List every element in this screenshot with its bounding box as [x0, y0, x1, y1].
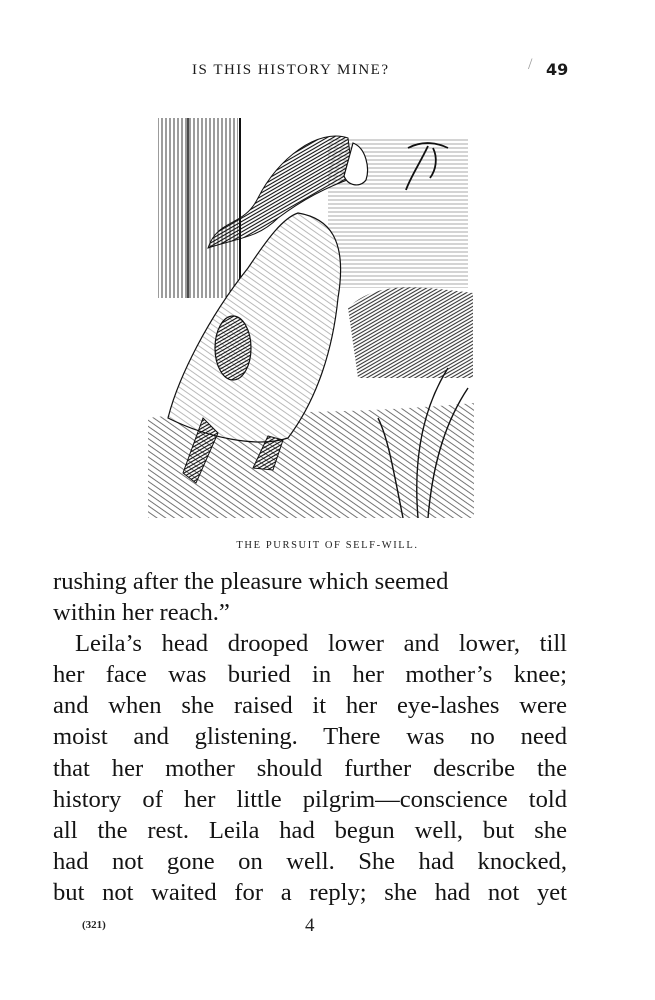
corner-pencil-mark: /: [528, 56, 533, 73]
text-line: but not waited for a reply; she had not yet: [53, 878, 567, 906]
text-line: Leila’s head drooped lower and lower, till: [75, 630, 567, 658]
text-line: had not gone on well. She had knocked,: [53, 847, 567, 875]
text-line: her face was buried in her mother’s knee;: [53, 661, 567, 689]
page-number: 49: [546, 60, 569, 79]
engraving-illustration: [148, 118, 474, 518]
text-line: within her reach.”: [53, 599, 230, 627]
text-line: and when she raised it her eye-lashes were: [53, 692, 567, 720]
running-head: [0, 56, 655, 82]
text-line: that her mother should further describe the: [53, 754, 567, 782]
body-text: [53, 566, 567, 908]
girl-running-engraving: [148, 118, 474, 518]
signature-number: 4: [305, 915, 315, 936]
text-line: rushing after the pleasure which seemed: [53, 568, 449, 595]
page-footer: [0, 915, 655, 939]
text-line: all the rest. Leila had begun well, but she: [53, 816, 567, 844]
signature-mark: (321): [82, 919, 106, 931]
text-line: moist and glistening. There was no need: [53, 723, 567, 751]
running-title: IS THIS HISTORY MINE?: [192, 62, 390, 78]
illustration-caption: THE PURSUIT OF SELF-WILL.: [236, 540, 419, 551]
text-line: history of her little pilgrim—conscience told: [53, 785, 567, 813]
